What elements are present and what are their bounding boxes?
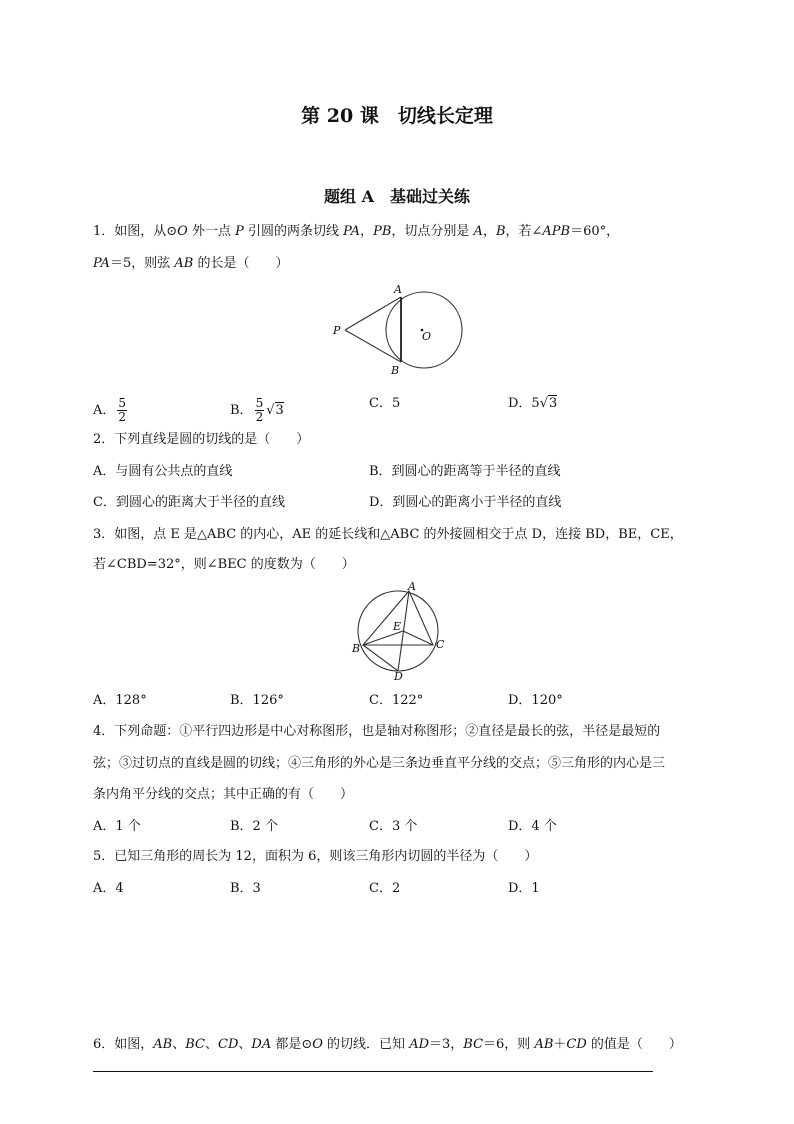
- q3-label-c: C: [436, 638, 445, 651]
- q5-option-d: D．1: [508, 881, 540, 896]
- q4-option-a: A．1 个: [93, 819, 141, 834]
- q4-option-b: B．2 个: [230, 819, 278, 834]
- q4-option-c: C．3 个: [369, 819, 418, 834]
- q1-option-c: C．5: [369, 396, 401, 411]
- q3-figure: [345, 580, 450, 680]
- q1-figure: [325, 280, 470, 380]
- q4-stem-line3: 条内角平分线的交点；其中正确的有（ ）: [93, 787, 354, 802]
- q4-option-d: D．4 个: [508, 819, 557, 834]
- q3-option-c: C．122°: [369, 693, 424, 708]
- q5-option-b: B．3: [230, 881, 261, 896]
- q3-option-b: B．126°: [230, 693, 284, 708]
- q5-stem: 5．已知三角形的周长为 12，面积为 6，则该三角形内切圆的半径为（ ）: [93, 849, 538, 864]
- q6-stem: 6．如图，AB、BC、CD、DA 都是⊙O 的切线．已知 AD＝3，BC＝6，则 AB＋CD 的值是（ ）: [93, 1037, 682, 1052]
- q2-option-b: B．到圆心的距离等于半径的直线: [369, 464, 561, 479]
- q3-option-d: D．120°: [508, 693, 563, 708]
- q3-stem-line1: 3．如图，点 E 是△ABC 的内心，AE 的延长线和△ABC 的外接圆相交于点 D，连接 BD，BE，CE，: [93, 527, 683, 542]
- q3-option-a: A．128°: [93, 693, 147, 708]
- q3-stem-line2: 若∠CBD=32°，则∠BEC 的度数为（ ）: [93, 557, 355, 572]
- bottom-rule: [93, 1071, 653, 1072]
- section-title: 题组 A 基础过关练: [324, 187, 470, 206]
- q5-option-c: C．2: [369, 881, 401, 896]
- q2-option-d: D．到圆心的距离小于半径的直线: [369, 495, 562, 510]
- q1-option-d: D．5√3: [508, 396, 558, 411]
- q1-label-a: A: [394, 283, 402, 296]
- q2-option-a: A．与圆有公共点的直线: [93, 464, 233, 479]
- q1-stem-line2: PA＝5，则弦 AB 的长是（ ）: [93, 256, 289, 271]
- q2-option-c: C．到圆心的距离大于半径的直线: [93, 495, 285, 510]
- q4-stem-line1: 4．下列命题：①平行四边形是中心对称图形，也是轴对称图形；②直径是最长的弦，半径是最短的: [93, 724, 661, 739]
- q1-stem-line1: 1．如图，从⊙O 外一点 P 引圆的两条切线 PA，PB，切点分别是 A，B，若∠APB＝60°，: [93, 224, 620, 239]
- q1-label-b: B: [391, 364, 400, 377]
- q1-tangent-pb: [345, 330, 401, 362]
- q4-stem-line2: 弦；③过切点的直线是圆的切线；④三角形的外心是三条边垂直平分线的交点；⑤三角形的内心是三: [93, 756, 666, 771]
- q3-label-b: B: [352, 642, 361, 655]
- q1-option-b: B． $\frac{5}{2}$ √3: [230, 396, 284, 424]
- q3-label-e: E: [393, 620, 402, 633]
- q1-tangent-pa: [345, 297, 401, 330]
- page-title: 第 20 课 切线长定理: [301, 105, 493, 127]
- q3-label-d: D: [394, 670, 403, 680]
- q2-stem: 2．下列直线是圆的切线的是（ ）: [93, 432, 310, 447]
- q3-label-a: A: [408, 580, 416, 593]
- q5-option-a: A．4: [93, 881, 124, 896]
- q3-segment-ce: [403, 631, 433, 645]
- q1-label-p: P: [333, 324, 341, 337]
- q1-option-a: A． $\frac{5}{2}$: [93, 396, 127, 424]
- q1-label-o: O: [422, 330, 432, 343]
